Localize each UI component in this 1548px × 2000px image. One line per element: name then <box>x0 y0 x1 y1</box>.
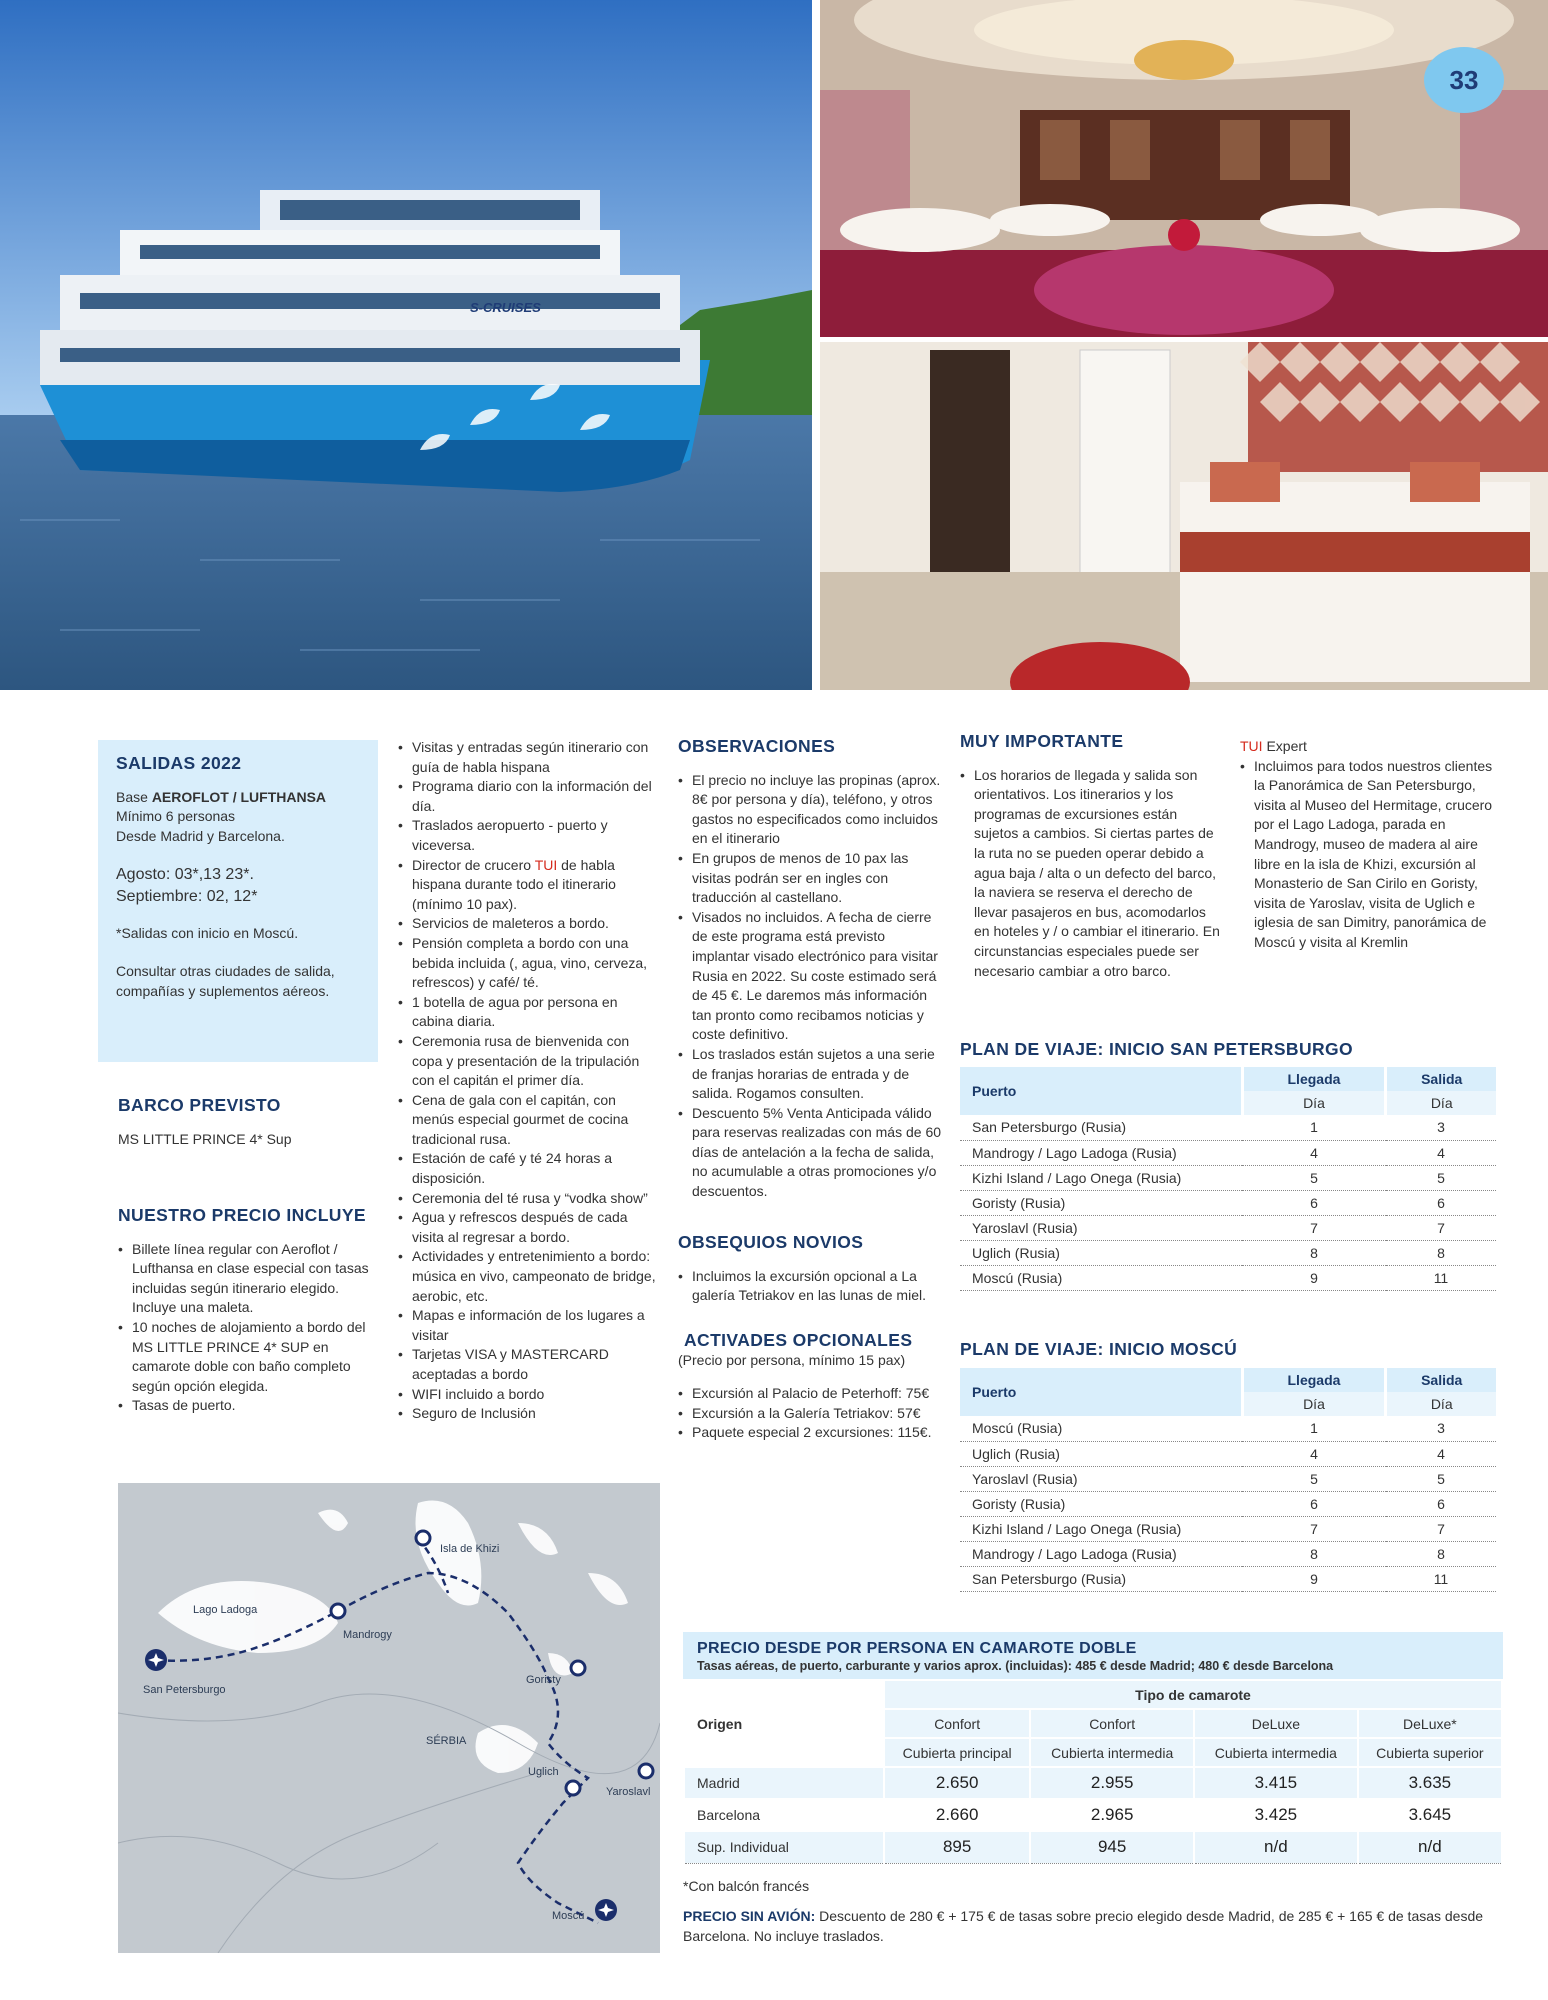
port-cell: Yaroslavl (Rusia) <box>960 1466 1242 1491</box>
port-cell: Kizhi Island / Lago Onega (Rusia) <box>960 1516 1242 1541</box>
price-cell: n/d <box>1358 1831 1502 1863</box>
list-item: • 10 noches de alojamiento a bordo del MS LITTLE PRINCE 4* SUP en camarote doble con baño completo según opción elegida. <box>118 1318 380 1396</box>
table-row <box>960 1541 1496 1566</box>
salidas-dates-september: Septiembre: 02, 12* <box>116 888 258 906</box>
arrival-cell: 4 <box>1242 1441 1386 1466</box>
expert-section <box>1240 737 1502 953</box>
arrival-cell: 1 <box>1242 1115 1386 1140</box>
stop-yaroslavl <box>639 1764 653 1778</box>
incluye-continued-list <box>398 738 658 1424</box>
port-cell: Moscú (Rusia) <box>960 1265 1242 1290</box>
origin-cell: Barcelona <box>684 1799 884 1831</box>
importante-list <box>960 766 1222 982</box>
table-row <box>960 1516 1496 1541</box>
salidas-from: Desde Madrid y Barcelona. <box>116 827 285 844</box>
price-cell: 3.415 <box>1194 1767 1358 1799</box>
barco-section <box>118 1096 378 1149</box>
salidas-dates-august: Agosto: 03*,13 23*. <box>116 866 254 884</box>
col-origin-header: Origen <box>684 1680 884 1767</box>
table-row <box>960 1165 1496 1190</box>
port-cell: Uglich (Rusia) <box>960 1441 1242 1466</box>
list-item: • 1 botella de agua por persona en cabina diaria. <box>398 993 658 1032</box>
arrival-cell: 7 <box>1242 1516 1386 1541</box>
table-row <box>960 1140 1496 1165</box>
port-cell: San Petersburgo (Rusia) <box>960 1115 1242 1140</box>
price-cell: 945 <box>1030 1831 1194 1863</box>
salidas-title: SALIDAS 2022 <box>116 753 242 773</box>
list-item: • Tarjetas VISA y MASTERCARD aceptadas a bordo <box>398 1345 658 1384</box>
route-map <box>118 1483 660 1953</box>
price-table <box>683 1679 1503 1864</box>
col-cabin-type-header: Tipo de camarote <box>884 1680 1502 1709</box>
cabin-name: Confort <box>884 1709 1030 1738</box>
col-day-header: Día <box>1242 1091 1386 1115</box>
list-item: • Incluimos la excursión opcional a La galería Tetriakov en las lunas de miel. <box>678 1267 943 1306</box>
price-cell: 2.965 <box>1030 1799 1194 1831</box>
airport-icon <box>595 1899 617 1921</box>
col-arrival-header: Llegada <box>1242 1067 1386 1091</box>
departure-cell: 5 <box>1386 1165 1496 1190</box>
opcionales-title: ACTIVADES OPCIONALES <box>684 1330 913 1350</box>
tui-brand: TUI <box>1240 738 1263 754</box>
tui-brand: TUI <box>534 856 558 873</box>
opcionales-section <box>678 1331 943 1443</box>
list-item: • Seguro de Inclusión <box>398 1404 658 1424</box>
price-cell: 3.645 <box>1358 1799 1502 1831</box>
arrival-cell: 4 <box>1242 1140 1386 1165</box>
departure-cell: 3 <box>1386 1416 1496 1441</box>
departure-cell: 8 <box>1386 1541 1496 1566</box>
expert-title-text: Expert <box>1262 738 1307 754</box>
sin-avion-label: PRECIO SIN AVIÓN: <box>683 1907 816 1924</box>
arrival-cell: 1 <box>1242 1416 1386 1441</box>
salidas-note: *Salidas con inicio en Moscú. <box>116 925 299 942</box>
price-footnote: *Con balcón francés <box>683 1877 810 1894</box>
map-label-goristy: Goristy <box>526 1674 561 1686</box>
opcionales-list <box>678 1384 943 1443</box>
arrival-cell: 6 <box>1242 1190 1386 1215</box>
sin-avion-text: Descuento de 280 € + 175 € de tasas sobre precio elegido desde Madrid, de 285 € + 165 € de tasas desde Barcelona. No incluye traslados. <box>683 1907 1484 1944</box>
list-item: • Descuento 5% Venta Anticipada válido para reservas realizadas con más de 60 días de antelación a la fecha de salida, no acumulable a otras promociones y/o descuentos. <box>678 1104 943 1202</box>
port-cell: Goristy (Rusia) <box>960 1491 1242 1516</box>
table-row <box>960 1190 1496 1215</box>
expert-list <box>1240 757 1502 953</box>
col-day-header: Día <box>1242 1392 1386 1416</box>
arrival-cell: 9 <box>1242 1566 1386 1591</box>
map-label-moscu: Moscú <box>552 1910 585 1922</box>
incluye-section <box>118 1206 380 1416</box>
price-cell: 2.955 <box>1030 1767 1194 1799</box>
table-row <box>960 1265 1496 1290</box>
director-suffix: de habla hispana durante todo el itinerario (mínimo 10 pax). <box>412 856 616 912</box>
list-item: • Servicios de maleteros a bordo. <box>398 914 658 934</box>
itinerary-table-moscow <box>960 1368 1496 1592</box>
incluye-list <box>118 1240 380 1416</box>
table-row <box>684 1767 1502 1799</box>
price-cell: 895 <box>884 1831 1030 1863</box>
table-row <box>684 1831 1502 1863</box>
departure-cell: 7 <box>1386 1516 1496 1541</box>
table-row <box>960 1566 1496 1591</box>
col-port-header: Puerto <box>960 1067 1242 1115</box>
list-item: • Pensión completa a bordo con una bebida incluida (, agua, vino, cerveza, refrescos) y café/ té. <box>398 934 658 993</box>
list-item: • Agua y refrescos después de cada visita al regresar a bordo. <box>398 1208 658 1247</box>
obsequios-title: OBSEQUIOS NOVIOS <box>678 1232 864 1252</box>
list-item-director <box>398 856 658 915</box>
col-departure-header: Salida <box>1386 1067 1496 1091</box>
arrival-cell: 7 <box>1242 1215 1386 1240</box>
opcionales-subtitle: (Precio por persona, mínimo 15 pax) <box>678 1351 906 1368</box>
price-subtitle: Tasas aéreas, de puerto, carburante y varios aprox. (incluidas): 485 € desde Madrid; 480 € desde Barcelona <box>697 1659 1334 1673</box>
cabin-deck: Cubierta principal <box>884 1738 1030 1767</box>
airport-icon <box>145 1649 167 1671</box>
observaciones-list <box>678 771 943 1202</box>
cabin-deck: Cubierta intermedia <box>1030 1738 1194 1767</box>
list-item: • Los traslados están sujetos a una serie de franjas horarias de entrada y de salida. Rogamos consulten. <box>678 1045 943 1104</box>
port-cell: Uglich (Rusia) <box>960 1240 1242 1265</box>
departure-cell: 5 <box>1386 1466 1496 1491</box>
list-item: • WIFI incluido a bordo <box>398 1385 658 1405</box>
price-header <box>683 1632 1503 1679</box>
arrival-cell: 8 <box>1242 1240 1386 1265</box>
arrival-cell: 6 <box>1242 1491 1386 1516</box>
stop-uglich <box>566 1781 580 1795</box>
port-cell: Mandrogy / Lago Ladoga (Rusia) <box>960 1140 1242 1165</box>
departure-cell: 8 <box>1386 1240 1496 1265</box>
list-item: • Paquete especial 2 excursiones: 115€. <box>678 1423 943 1443</box>
price-cell: 2.660 <box>884 1799 1030 1831</box>
col-port-header: Puerto <box>960 1368 1242 1416</box>
port-cell: Moscú (Rusia) <box>960 1416 1242 1441</box>
departure-cell: 11 <box>1386 1265 1496 1290</box>
price-cell: 3.425 <box>1194 1799 1358 1831</box>
list-item: • Tasas de puerto. <box>118 1396 380 1416</box>
col-departure-header: Salida <box>1386 1368 1496 1392</box>
restaurant-photo <box>820 0 1548 337</box>
port-cell: Yaroslavl (Rusia) <box>960 1215 1242 1240</box>
map-label-uglich: Uglich <box>528 1766 559 1778</box>
col-day-header: Día <box>1386 1392 1496 1416</box>
table-row <box>684 1799 1502 1831</box>
table-row <box>960 1441 1496 1466</box>
cabin-deck: Cubierta intermedia <box>1194 1738 1358 1767</box>
origin-cell: Sup. Individual <box>684 1831 884 1863</box>
table-row <box>960 1240 1496 1265</box>
departure-cell: 4 <box>1386 1140 1496 1165</box>
itinerary-table-sp <box>960 1067 1496 1291</box>
map-label-mandrogy: Mandrogy <box>343 1629 392 1641</box>
plan-sp-title: PLAN DE VIAJE: INICIO SAN PETERSBURGO <box>960 1039 1354 1059</box>
stop-mandrogy <box>331 1604 345 1618</box>
list-item: • Ceremonia rusa de bienvenida con copa y presentación de la tripulación con el capitán el primer día. <box>398 1032 658 1091</box>
map-label-yaroslavl: Yaroslavl <box>606 1786 651 1798</box>
cabin-name: DeLuxe <box>1194 1709 1358 1738</box>
importante-title: MUY IMPORTANTE <box>960 731 1124 751</box>
port-cell: San Petersburgo (Rusia) <box>960 1566 1242 1591</box>
cruise-ship-photo <box>0 0 812 690</box>
stop-khizi <box>416 1531 430 1545</box>
price-cell: n/d <box>1194 1831 1358 1863</box>
list-item: • Ceremonia del té rusa y “vodka show” <box>398 1189 658 1209</box>
list-item: • Traslados aeropuerto - puerto y viceversa. <box>398 816 658 855</box>
arrival-cell: 9 <box>1242 1265 1386 1290</box>
list-item: • Estación de café y té 24 horas a disposición. <box>398 1149 658 1188</box>
table-row <box>960 1416 1496 1441</box>
map-label-khizi: Isla de Khizi <box>440 1543 500 1555</box>
salidas-base-airlines: AEROFLOT / LUFTHANSA <box>151 788 327 805</box>
salidas-consult: Consultar otras ciudades de salida, compañías y suplementos aéreos. <box>116 962 335 999</box>
cabin-deck: Cubierta superior <box>1358 1738 1502 1767</box>
arrival-cell: 8 <box>1242 1541 1386 1566</box>
sin-avion-note <box>683 1906 1503 1946</box>
observaciones-section <box>678 737 943 1202</box>
list-item: • Programa diario con la información del día. <box>398 777 658 816</box>
list-item: • Actividades y entretenimiento a bordo: música en vivo, campeonato de bridge, aerobic, etc. <box>398 1247 658 1306</box>
obsequios-list <box>678 1267 943 1306</box>
departure-cell: 7 <box>1386 1215 1496 1240</box>
incluye-continued <box>398 738 658 1424</box>
incluye-title: NUESTRO PRECIO INCLUYE <box>118 1205 366 1225</box>
salidas-box <box>98 740 378 1062</box>
barco-title: BARCO PREVISTO <box>118 1095 281 1115</box>
list-item: • El precio no incluye las propinas (aprox. 8€ por persona y día), teléfono, y otros gastos no especificados como incluidos en el itinerario <box>678 771 943 849</box>
table-row <box>960 1491 1496 1516</box>
list-item: • Los horarios de llegada y salida son orientativos. Los itinerarios y los programas de excursiones están sujetos a cambios. Si ciertas partes de la ruta no se pueden operar debido a agua baja / alta o un defecto del barco, la naviera se reserva el derecho de llevar pasajeros en bus, acomodarlos en hoteles y / o cambiar el itinerario. En circunstancias especiales puede ser necesario cambiar a otro barco. <box>960 766 1222 982</box>
port-cell: Kizhi Island / Lago Onega (Rusia) <box>960 1165 1242 1190</box>
price-cell: 3.635 <box>1358 1767 1502 1799</box>
salidas-minimum: Mínimo 6 personas <box>116 808 236 825</box>
price-title: PRECIO DESDE POR PERSONA EN CAMAROTE DOBLE <box>697 1640 1137 1657</box>
col-arrival-header: Llegada <box>1242 1368 1386 1392</box>
page-number-badge: 33 <box>1424 47 1504 113</box>
departure-cell: 6 <box>1386 1190 1496 1215</box>
map-label-ladoga: Lago Ladoga <box>193 1604 258 1616</box>
origin-cell: Madrid <box>684 1767 884 1799</box>
table-row <box>960 1466 1496 1491</box>
departure-cell: 6 <box>1386 1491 1496 1516</box>
list-item: • Mapas e información de los lugares a visitar <box>398 1306 658 1345</box>
plan-mo-title: PLAN DE VIAJE: INICIO MOSCÚ <box>960 1339 1238 1359</box>
departure-cell: 3 <box>1386 1115 1496 1140</box>
cabin-photo <box>820 342 1548 690</box>
cabin-name: Confort <box>1030 1709 1194 1738</box>
list-item: • Billete línea regular con Aeroflot / Lufthansa en clase especial con tasas incluidas según itinerario elegido. Incluye una maleta. <box>118 1240 380 1318</box>
stop-goristy <box>571 1661 585 1675</box>
salidas-base-prefix: Base <box>116 788 152 805</box>
observaciones-title: OBSERVACIONES <box>678 736 836 756</box>
price-cell: 2.650 <box>884 1767 1030 1799</box>
expert-title <box>1240 737 1502 757</box>
arrival-cell: 5 <box>1242 1466 1386 1491</box>
list-item: • Visitas y entradas según itinerario con guía de habla hispana <box>398 738 658 777</box>
table-row <box>960 1115 1496 1140</box>
salidas-base <box>116 788 360 808</box>
director-prefix: Director de crucero <box>412 856 535 873</box>
list-item: • Excursión a la Galería Tetriakov: 57€ <box>678 1404 943 1424</box>
departure-cell: 11 <box>1386 1566 1496 1591</box>
list-item: • En grupos de menos de 10 pax las visitas podrán ser en ingles con traducción al castellano. <box>678 849 943 908</box>
list-item: • Incluimos para todos nuestros clientes la Panorámica de San Petersburgo, visita al Museo del Hermitage, crucero por el Lago Ladoga, parada en Mandrogy, museo de madera al aire libre en la isla de Khizi, excursión al Monasterio de San Cirilo en Goristy, visita de Yaroslav, visita de Uglich e iglesia de san Dimitry, panorámica de Moscú y visita al Kremlin <box>1240 757 1502 953</box>
ship-hull-text: S-CRUISES <box>470 300 541 315</box>
barco-name: MS LITTLE PRINCE 4* Sup <box>118 1130 292 1147</box>
map-label-serbia: SÉRBIA <box>426 1735 467 1747</box>
list-item: • Excursión al Palacio de Peterhoff: 75€ <box>678 1384 943 1404</box>
port-cell: Mandrogy / Lago Ladoga (Rusia) <box>960 1541 1242 1566</box>
col-day-header: Día <box>1386 1091 1496 1115</box>
list-item: • Cena de gala con el capitán, con menús especial gourmet de cocina tradicional rusa. <box>398 1091 658 1150</box>
table-row <box>960 1215 1496 1240</box>
departure-cell: 4 <box>1386 1441 1496 1466</box>
cabin-name: DeLuxe* <box>1358 1709 1502 1738</box>
importante-section <box>960 732 1222 981</box>
list-item: • Visados no incluidos. A fecha de cierre de este programa está previsto implantar visado electrónico para visitar Rusia en 2022. Su coste estimado será de 45 €. Le daremos más información tan pronto como recibamos noticias y coste definitivo. <box>678 908 943 1045</box>
obsequios-section <box>678 1233 943 1306</box>
arrival-cell: 5 <box>1242 1165 1386 1190</box>
map-label-stpete: San Petersburgo <box>143 1684 226 1696</box>
port-cell: Goristy (Rusia) <box>960 1190 1242 1215</box>
price-section <box>683 1632 1503 1946</box>
